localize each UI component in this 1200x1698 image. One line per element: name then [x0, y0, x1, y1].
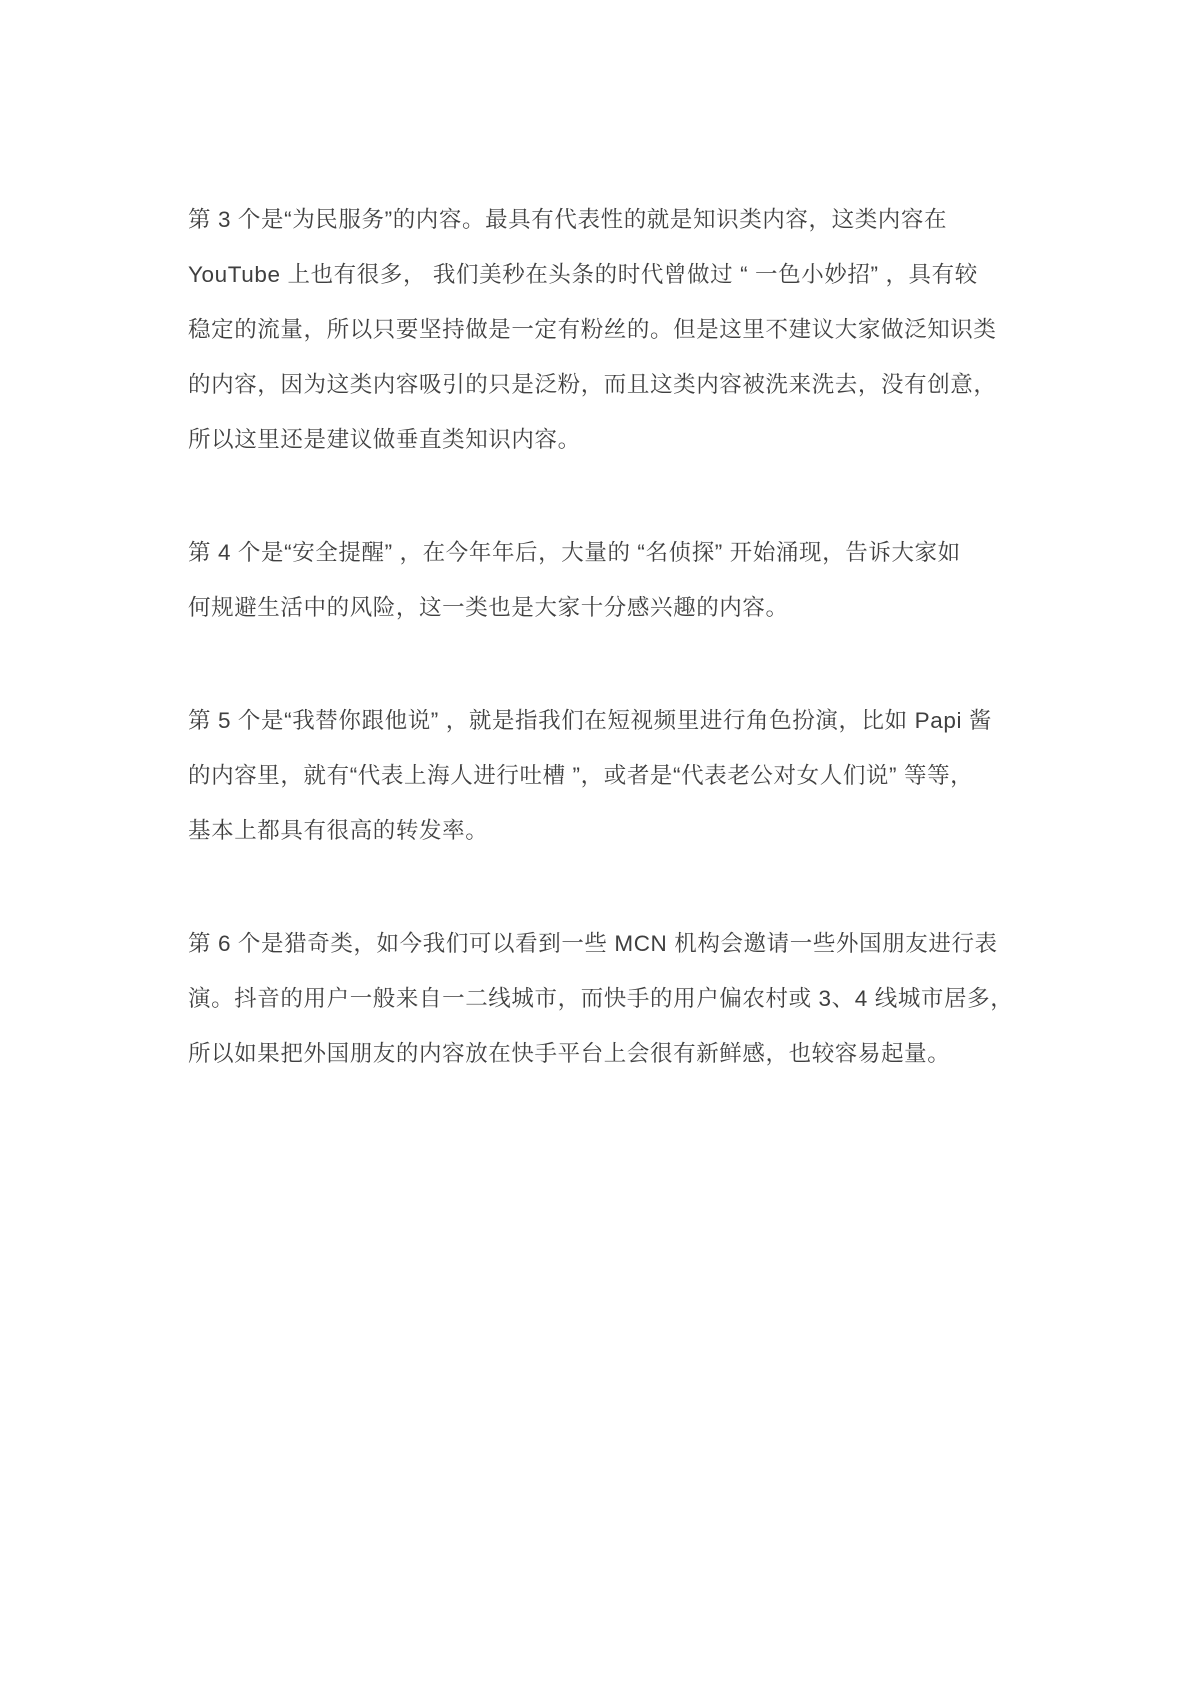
paragraph [188, 192, 997, 467]
text-line: 第 4 个是“安全提醒” ，在今年年后，大量的 “名侦探” 开始涌现，告诉大家如 [188, 540, 961, 565]
text-line: 第 6 个是猎奇类，如今我们可以看到一些 MCN 机构会邀请一些外国朋友进行表 [188, 931, 998, 956]
text-line: 基本上都具有很高的转发率。 [188, 818, 489, 843]
document-body [188, 192, 1014, 1081]
paragraph [188, 916, 1014, 1081]
text-line: 何规避生活中的风险，这一类也是大家十分感兴趣的内容。 [188, 595, 789, 620]
paragraph [188, 693, 992, 858]
text-line: 稳定的流量，所以只要坚持做是一定有粉丝的。但是这里不建议大家做泛知识类 [188, 317, 997, 342]
text-line: 的内容里，就有“代表上海人进行吐槽 ”，或者是“代表老公对女人们说” 等等， [188, 763, 974, 788]
text-line: YouTube 上也有很多， 我们美秒在头条的时代曾做过 “ 一色小妙招” ，具有较 [188, 262, 978, 287]
text-line: 第 3 个是“为民服务”的内容。最具有代表性的就是知识类内容，这类内容在 [188, 207, 948, 232]
text-line: 所以如果把外国朋友的内容放在快手平台上会很有新鲜感，也较容易起量。 [188, 1041, 951, 1066]
text-line: 所以这里还是建议做垂直类知识内容。 [188, 427, 581, 452]
text-line: 演。抖音的用户一般来自一二线城市，而快手的用户偏农村或 3、4 线城市居多， [188, 986, 1014, 1011]
text-line: 的内容，因为这类内容吸引的只是泛粉，而且这类内容被洗来洗去，没有创意， [188, 372, 997, 397]
text-line: 第 5 个是“我替你跟他说” ，就是指我们在短视频里进行角色扮演，比如 Papi 酱 [188, 708, 992, 733]
paragraph [188, 525, 961, 635]
